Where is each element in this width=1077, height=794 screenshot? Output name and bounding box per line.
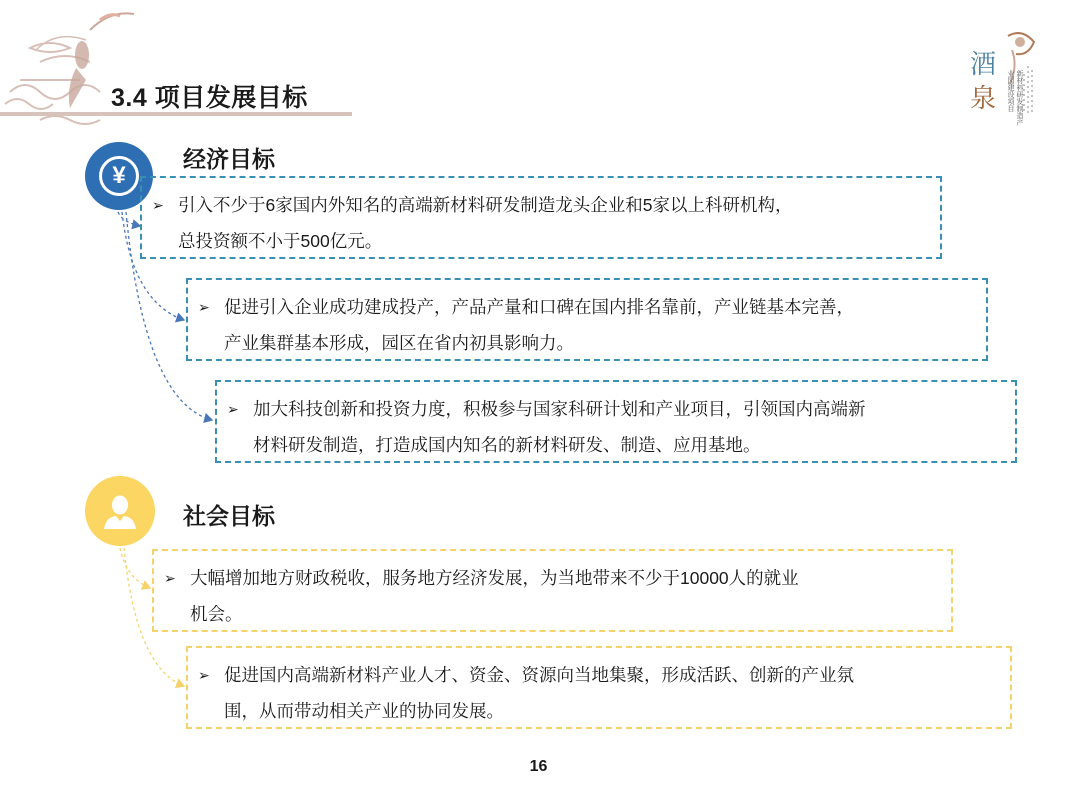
yen-icon: ¥ — [99, 156, 139, 196]
bullet-arrow-icon: ➢ — [227, 401, 239, 417]
logo-glyph-1: 酒 — [970, 50, 997, 80]
economic-goal-1 — [140, 176, 942, 259]
goal-text-line: 总投资额不小于500亿元。 — [178, 231, 383, 251]
bullet-arrow-icon: ➢ — [164, 570, 176, 586]
page-title: 3.4 项目发展目标 — [111, 84, 308, 112]
goal-text-line: 促进国内高端新材料产业人才、资金、资源向当地集聚，形成活跃、创新的产业氛 — [224, 665, 854, 685]
goal-text-line: 大幅增加地方财政税收，服务地方经济发展，为当地带来不少于10000人的就业 — [190, 568, 799, 588]
person-icon — [98, 489, 142, 533]
logo-glyph-2: 泉 — [970, 84, 997, 114]
economic-goal-3 — [215, 380, 1017, 463]
page-number: 16 — [529, 758, 548, 775]
goal-text-line: 加大科技创新和投资力度，积极参与国家科研计划和产业项目，引领国内高端新 — [253, 399, 866, 419]
bullet-arrow-icon: ➢ — [152, 197, 164, 213]
logo-caption: 新材料研发制造产业园建设项目 — [1007, 70, 1023, 126]
economic-goal-2 — [186, 278, 988, 361]
goal-text-line: 促进引入企业成功建成投产，产品产量和口碑在国内排名靠前，产业链基本完善， — [224, 297, 854, 317]
social-heading: 社会目标 — [183, 503, 275, 529]
goal-text-line: 材料研发制造，打造成国内知名的新材料研发、制造、应用基地。 — [253, 435, 761, 455]
social-goal-1 — [152, 549, 953, 632]
goal-text-line: 机会。 — [190, 604, 243, 624]
social-section-icon — [85, 476, 155, 546]
goal-text-line: 引入不少于6家国内外知名的高端新材料研发制造龙头企业和5家以上科研机构， — [178, 195, 793, 215]
bullet-arrow-icon: ➢ — [198, 299, 210, 315]
social-goal-2 — [186, 646, 1012, 729]
economic-heading: 经济目标 — [183, 146, 275, 172]
goal-text-line: 围，从而带动相关产业的协同发展。 — [224, 701, 504, 721]
logo — [968, 26, 1040, 130]
goal-text-line: 产业集群基本形成，园区在省内初具影响力。 — [224, 333, 574, 353]
bullet-arrow-icon: ➢ — [198, 667, 210, 683]
